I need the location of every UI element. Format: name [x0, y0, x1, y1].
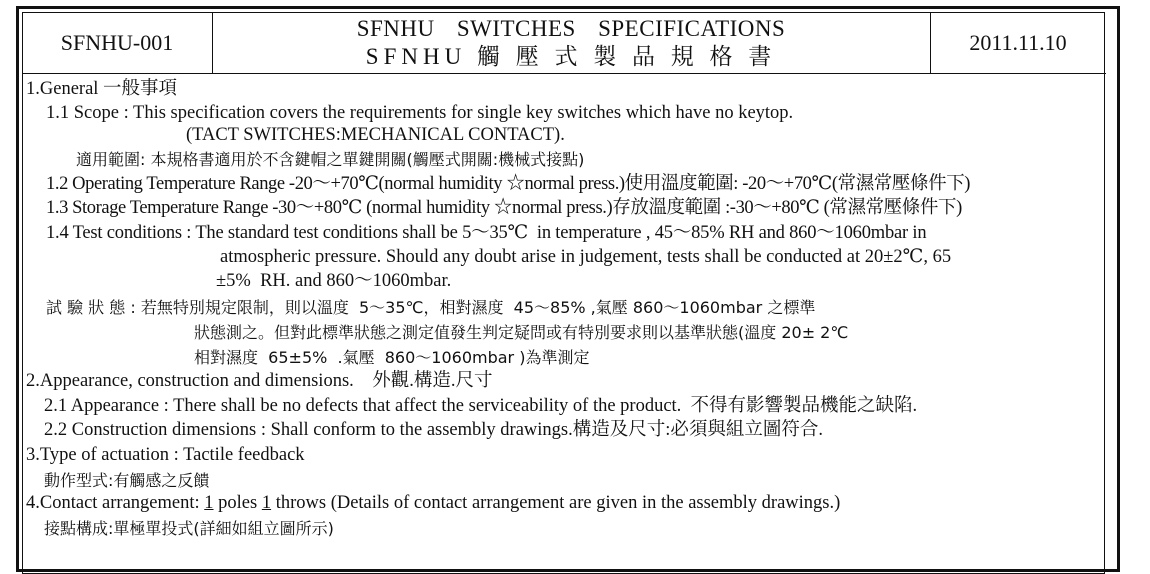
line-text: 2.2 Construction dimensions : Shall conform to the assembly drawings.構造及尺寸:必須與組立圖符合. [44, 420, 824, 440]
scope-line-2 [186, 124, 565, 147]
line-text: 4.Contact arrangement: [26, 493, 205, 513]
test-conditions-zh-line-2 [194, 321, 848, 344]
line-text: 相對濕度 65±5% .氣壓 860～1060mbar )為準測定 [194, 348, 590, 367]
doc-id-cell [22, 12, 213, 73]
actuation-zh-line [44, 469, 209, 492]
contact-zh-line [44, 517, 334, 540]
poles-count: 1 [204, 493, 214, 513]
doc-date: 2011.11.10 [969, 29, 1067, 55]
line-text: 1.General 一般事項 [26, 79, 178, 99]
test-conditions-zh-line-3 [194, 346, 589, 369]
line-text: 狀態測之。但對此標準狀態之測定值發生判定疑問或有特別要求則以基準狀態(溫度 20± 2℃ [194, 323, 849, 342]
appearance-line [44, 395, 917, 418]
date-cell [930, 12, 1106, 73]
line-text: 1.4 Test conditions : The standard test conditions shall be 5～35℃ in temperature , 45～85% RH and 860～1060mbar in [46, 223, 927, 243]
title-chinese: SFNHU 觸 壓 式 製 品 規 格 書 [365, 43, 777, 69]
line-text: throws (Details of contact arrangement are given in the assembly drawings.) [271, 493, 841, 513]
line-text: 1.2 Operating Temperature Range -20～+70℃(normal humidity ☆normal press.)使用溫度範圍: -20～+70℃(常濕常壓條件下) [46, 174, 971, 194]
line-text: atmospheric pressure. Should any doubt arise in judgement, tests shall be conducted at 20±2℃, 65 [220, 247, 952, 267]
line-text: ±5% RH. and 860～1060mbar. [216, 271, 452, 291]
scope-zh-line [76, 148, 584, 171]
test-conditions-line [46, 222, 926, 245]
throws-count: 1 [261, 493, 272, 513]
section-3-heading [26, 444, 305, 467]
section-2-heading [26, 370, 493, 393]
spec-header [22, 12, 1106, 74]
section-4-heading [26, 492, 840, 515]
scope-line [46, 102, 793, 125]
line-text: 試 驗 狀 態 : 若無特別規定限制，則以溫度 5～35℃，相對濕度 45～85% ,氣壓 860～1060mbar 之標準 [46, 298, 816, 317]
title-english: SFNHU SWITCHES SPECIFICATIONS [356, 15, 786, 41]
test-conditions-line-3 [216, 270, 451, 293]
section-1-heading [26, 78, 177, 101]
doc-id: SFNHU-001 [60, 29, 174, 55]
line-text: 3.Type of actuation : Tactile feedback [26, 445, 305, 465]
test-conditions-zh-line [46, 296, 815, 319]
line-text: 2.1 Appearance : There shall be no defects that affect the serviceability of the product. 不得有影響製品機能之缺陷. [44, 396, 918, 416]
line-text: 動作型式:有觸感之反饋 [44, 471, 210, 490]
line-text: 2.Appearance, construction and dimensions. 外觀.構造.尺寸 [26, 371, 493, 391]
test-conditions-line-2 [220, 246, 951, 269]
line-text: 1.3 Storage Temperature Range -30～+80℃ (normal humidity ☆normal press.)存放溫度範圍 :-30～+80℃ (常濕常壓條件下) [46, 198, 962, 218]
construction-line [44, 419, 823, 442]
line-text: 適用範圍: 本規格書適用於不含鍵帽之單鍵開關(觸壓式開關:機械式接點) [76, 150, 585, 169]
line-text: 接點構成:單極單投式(詳細如組立圖所示) [44, 519, 334, 538]
operating-temp-line [46, 173, 970, 196]
line-text: (TACT SWITCHES:MECHANICAL CONTACT). [186, 125, 565, 145]
storage-temp-line [46, 197, 962, 220]
line-text: 1.1 Scope : This specification covers the requirements for single key switches which have no keytop. [46, 103, 794, 123]
title-cell [212, 12, 931, 73]
line-text: poles [213, 493, 262, 513]
